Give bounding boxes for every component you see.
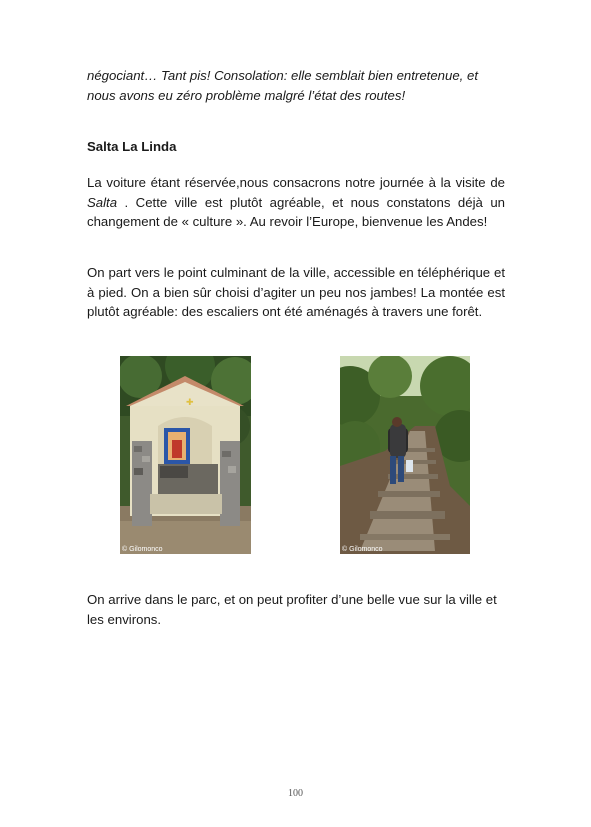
photo-credit: © Gilomonco <box>342 546 383 553</box>
svg-text:✚: ✚ <box>186 398 194 408</box>
intro-line-1: négociant… Tant pis! Consolation: elle semblait bien entretenue, et <box>87 68 478 83</box>
section-title: Salta La Linda <box>87 139 177 154</box>
page-number: 100 <box>288 788 303 799</box>
photo-credit: © Gilomonco <box>122 546 163 553</box>
photo-stairs <box>340 356 470 554</box>
paragraph-salta-intro <box>87 173 505 232</box>
paragraph-park: On arrive dans le parc, et on peut profiter d’une belle vue sur la ville et les environs. <box>87 592 497 627</box>
photo-shrine <box>120 356 251 554</box>
paragraph-text-before: La voiture étant réservée,nous consacrons notre journée à la visite de <box>87 175 505 190</box>
shrine-photo-image <box>120 356 251 554</box>
intro-line-2: nous avons eu zéro problème malgré l’état des routes! <box>87 87 406 103</box>
city-name: Salta <box>87 194 118 210</box>
intro-paragraph <box>87 66 505 105</box>
paragraph-text-after: . Cette ville est plutôt agréable, et nous constatons déjà un changement de « culture ». Au revoir l’Europe, bienvenue les Andes! <box>87 194 505 229</box>
paragraph-ascent: On part vers le point culminant de la ville, accessible en téléphérique et à pied. On a bien sûr choisi d’agiter un peu nos jambes! La montée est plutôt agréable: des escaliers ont été aménagés à travers une forêt. <box>87 265 505 319</box>
stairs-photo-image <box>340 356 470 554</box>
